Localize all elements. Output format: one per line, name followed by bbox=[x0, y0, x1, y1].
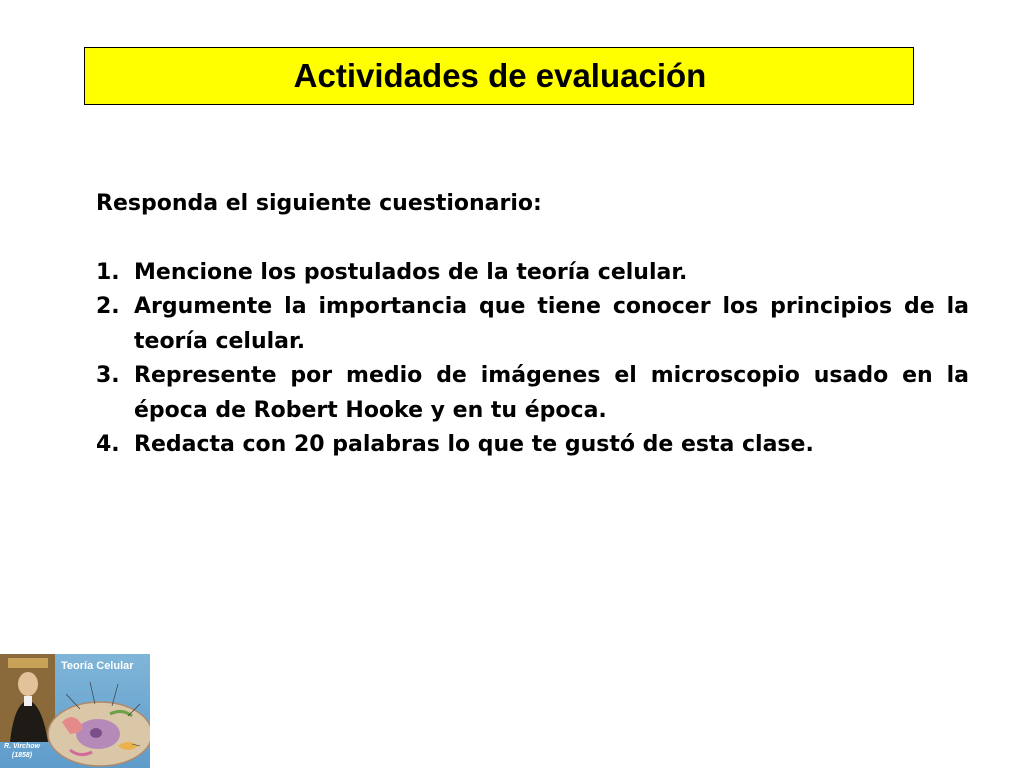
question-text: Mencione los postulados de la teoría celular. bbox=[134, 259, 688, 285]
cell-theory-thumbnail bbox=[0, 654, 150, 768]
question-item bbox=[96, 290, 969, 359]
question-list bbox=[96, 256, 969, 463]
question-text: Argumente la importancia que tiene conocer los principios de la teoría celular. bbox=[134, 294, 969, 354]
question-number: 1. bbox=[96, 259, 120, 285]
instructions-text: Responda el siguiente cuestionario: bbox=[96, 191, 542, 216]
slide-title: Actividades de evaluación bbox=[293, 57, 707, 94]
cell-nucleolus bbox=[90, 728, 102, 738]
portrait-frame bbox=[8, 658, 48, 668]
question-item bbox=[96, 428, 969, 463]
question-number: 2. bbox=[96, 294, 120, 319]
caption-name: R. Virchow bbox=[4, 743, 40, 750]
label-line bbox=[90, 682, 95, 704]
portrait-face bbox=[18, 672, 38, 696]
question-text: Redacta con 20 palabras lo que te gustó de esta clase. bbox=[134, 432, 814, 457]
title-banner bbox=[84, 47, 914, 105]
question-text: Represente por medio de imágenes el microscopio usado en la época de Robert Hooke y en tu época. bbox=[134, 363, 969, 423]
question-number: 4. bbox=[96, 432, 120, 457]
question-item bbox=[96, 256, 969, 291]
portrait-collar bbox=[24, 696, 32, 706]
question-item bbox=[96, 359, 969, 428]
question-number: 3. bbox=[96, 363, 120, 388]
thumbnail-caption bbox=[2, 742, 42, 760]
thumbnail-title: Teoría Celular bbox=[61, 660, 134, 672]
slide-content bbox=[96, 187, 969, 463]
caption-year: (1858) bbox=[11, 752, 33, 759]
